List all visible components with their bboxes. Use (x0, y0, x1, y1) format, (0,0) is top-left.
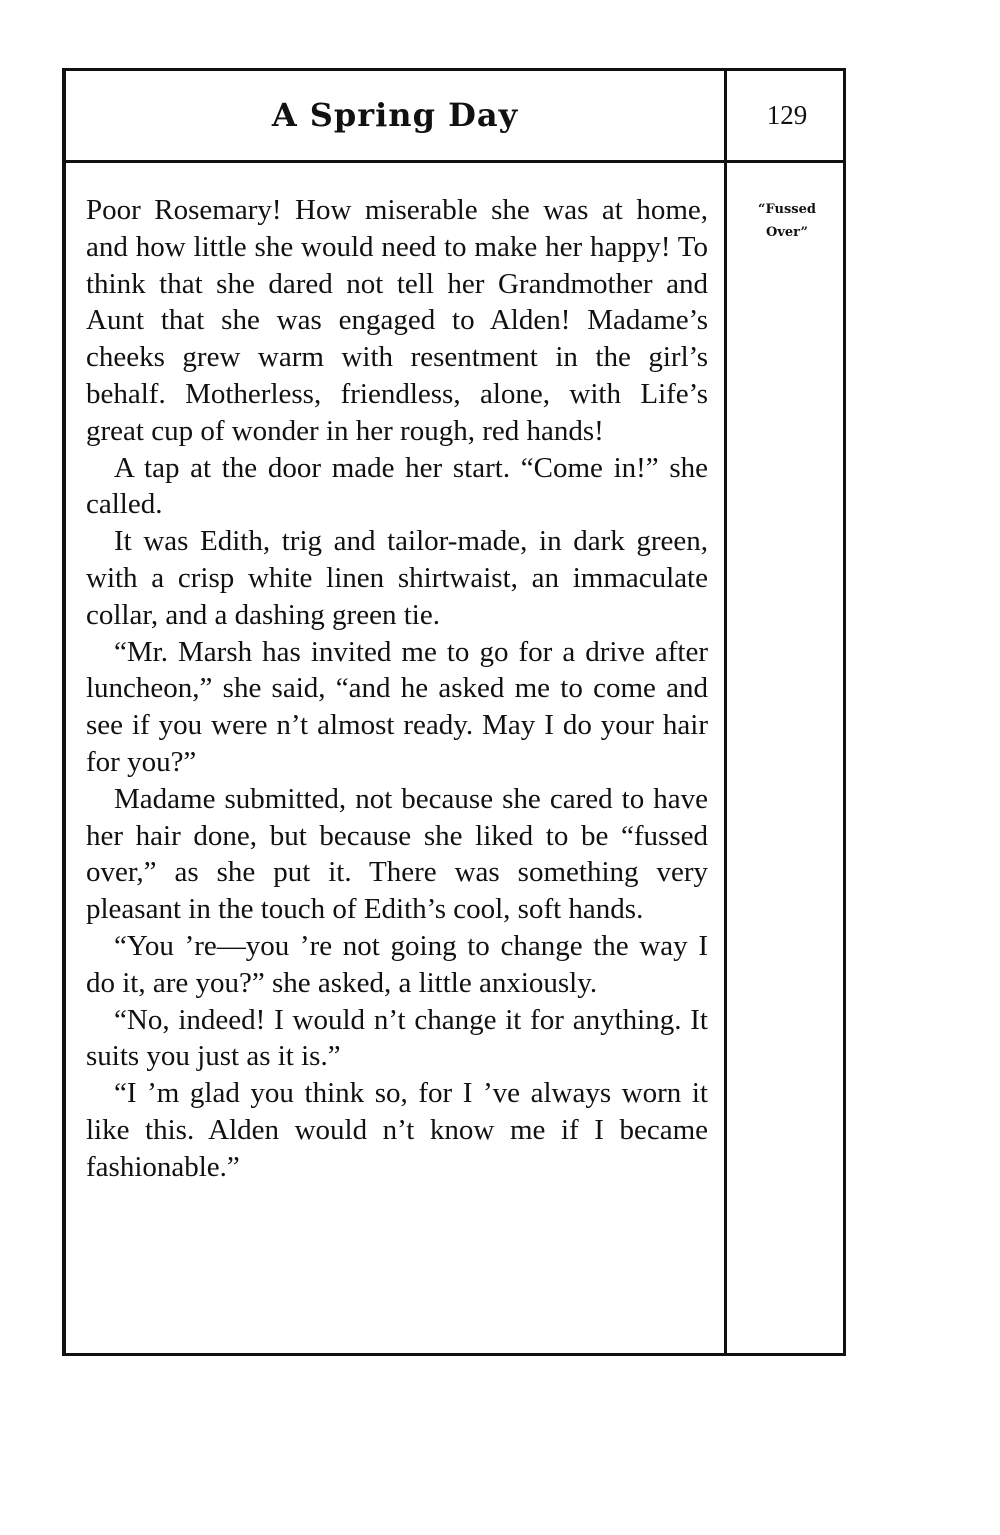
body-text (86, 192, 708, 1186)
paragraph-8: “I ’m glad you think so, for I ’ve always worn it like this. Alden would n’t know me if I became fashionable.” (86, 1077, 708, 1183)
running-head: A Spring Day (271, 96, 519, 134)
paragraph-7: “No, indeed! I would n’t change it for anything. It suits you just as it is.” (86, 1003, 708, 1073)
margin-note-line-2: Over” (766, 225, 808, 240)
margin-column-rule (724, 68, 727, 1356)
paragraph-1: Poor Rosemary! How miserable she was at home, and how little she would need to make her happy! To think that she dared not tell her Grandmother and Aunt that she was engaged to Alden! Madame’s cheeks grew warm with resentment in the girl’s behalf. Motherless, friendless, alone, with Life’s great cup of wonder in her rough, red hands! (86, 194, 708, 447)
paragraph-6: “You ’re—you ’re not going to change the way I do it, are you?” she asked, a little anxiously. (86, 929, 708, 999)
paragraph-5: Madame submitted, not because she cared to have her hair done, but because she liked to be “fussed over,” as she put it. There was something very pleasant in the touch of Edith’s cool, soft hands. (86, 782, 708, 926)
header-rule (62, 160, 846, 163)
paragraph-3: It was Edith, trig and tailor-made, in dark green, with a crisp white linen shirtwaist, an immaculate collar, and a dashing green tie. (86, 525, 708, 631)
paragraph-2: A tap at the door made her start. “Come in!” she called. (86, 451, 708, 521)
margin-note-line-1: “Fussed (758, 202, 816, 217)
page-number: 129 (766, 100, 808, 130)
paragraph-4: “Mr. Marsh has invited me to go for a drive after luncheon,” she said, “and he asked me to come and see if you were n’t almost ready. May I do your hair for you?” (86, 635, 708, 778)
margin-note (730, 198, 844, 244)
